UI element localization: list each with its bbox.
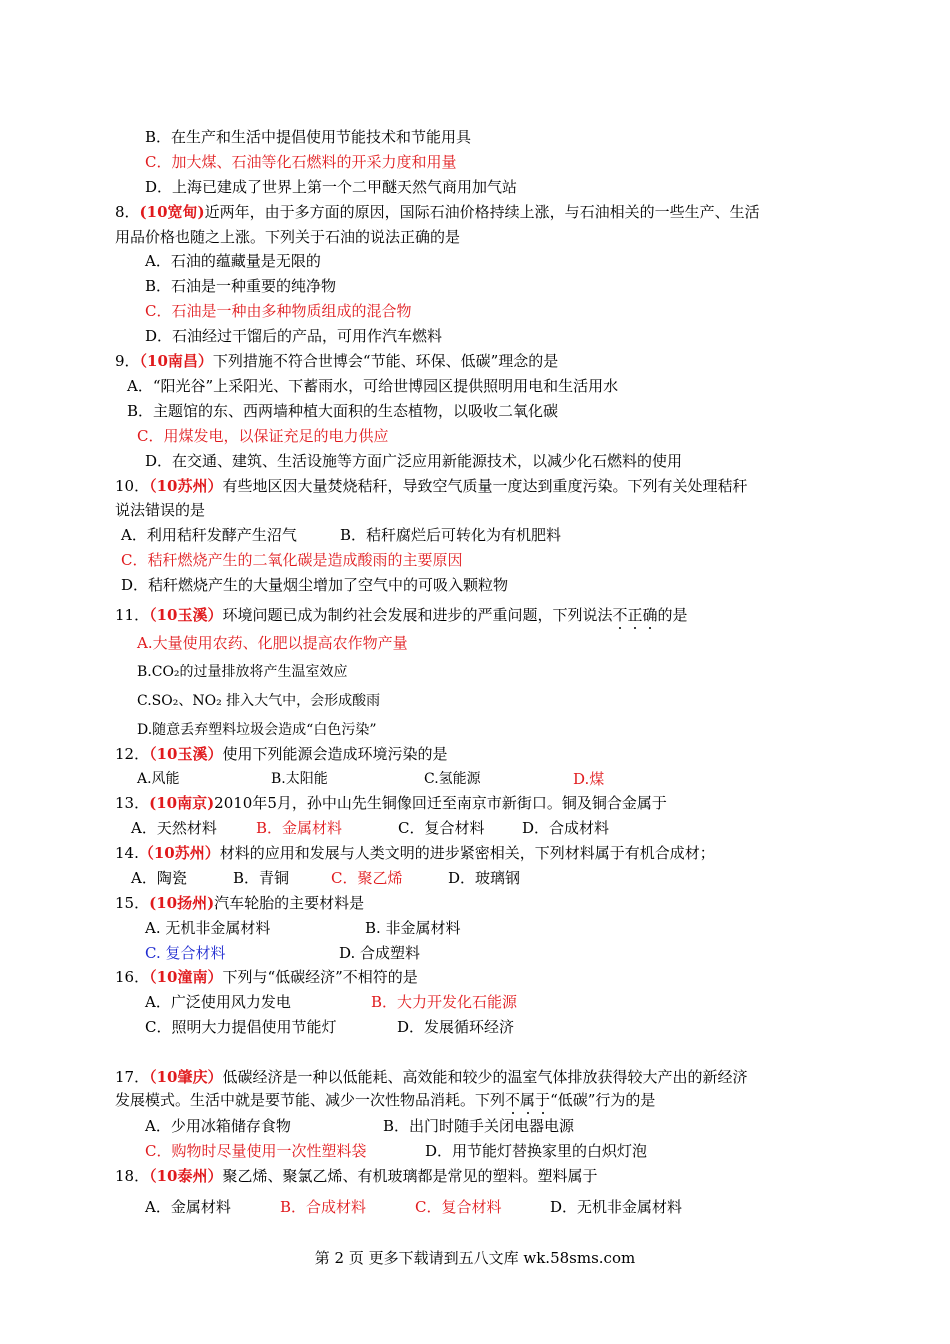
q16-option-b: B．大力开发化石能源 [371,993,518,1011]
q16-option-a: A．广泛使用风力发电 [145,993,291,1011]
q8-option-c: C．石油是一种由多种物质组成的混合物 [145,302,412,320]
q10-option-b: B．秸秆腐烂后可转化为有机肥料 [340,526,562,544]
q7-option-b: B．在生产和生活中提倡使用节能技术和节能用具 [145,128,472,146]
page-footer: 第 2 页 更多下载请到五八文库 wk.58sms.com [314,1249,636,1267]
q16-option-c: C．照明大力提倡使用节能灯 [145,1018,337,1036]
q10-text-line2: 说法错误的是 [115,501,206,519]
q17-option-a: A．少用冰箱储存食物 [145,1117,291,1135]
q11-source-tag: （10玉溪） [149,606,223,624]
q13-source-tag: (10南京) [149,794,215,812]
q15-option-d: D. 合成塑料 [339,944,421,962]
q11-emphasis-char: 正 [627,606,643,624]
q17-option-b: B．出门时随手关闭电器电源 [383,1117,575,1135]
q12-number: 12． [115,745,150,763]
q17-emphasis-char: 不 [505,1091,521,1109]
q17-text-line2-pre: 发展模式。生活中就是要节能、减少一次性物品消耗。下列 [115,1091,506,1109]
q15-source-tag: (10扬州) [149,894,215,912]
q12-stem [115,744,447,764]
q8-option-b: B．石油是一种重要的纯净物 [145,277,337,295]
q14-number: 14. [115,844,139,862]
q17-text-line2-post: “低碳”行为的是 [550,1091,656,1109]
q17-option-d: D．用节能灯替换家里的白炽灯泡 [425,1142,648,1160]
q15-option-b: B. 非金属材料 [365,919,461,937]
q14-stem [115,843,715,863]
q11-option-c: C.SO₂、NO₂ 排入大气中，会形成酸雨 [137,693,381,709]
q12-option-c: C.氢能源 [424,771,481,787]
q15-stem [115,893,364,913]
q16-stem [115,967,418,987]
q13-number: 13． [115,794,150,812]
q8-source-tag: (10宽甸) [139,203,205,221]
q9-option-d: D．在交通、建筑、生活设施等方面广泛应用新能源技术，以减少化石燃料的使用 [145,452,683,470]
q11-text-pre: 环境问题已成为制约社会发展和进步的严重问题，下列说法 [222,606,613,624]
q9-option-b: B．主题馆的东、西两墙种植大面积的生态植物，以吸收二氧化碳 [127,402,559,420]
q16-text: 下列与“低碳经济”不相符的是 [222,968,418,986]
q9-option-a: A．“阳光谷”上采阳光、下蓄雨水，可给世博园区提供照明用电和生活用水 [127,377,619,395]
q9-stem [115,351,558,371]
q18-option-b: B．合成材料 [280,1198,367,1216]
q8-option-d: D．石油经过干馏后的产品，可用作汽车燃料 [145,327,443,345]
q18-option-c: C．复合材料 [415,1198,502,1216]
q18-number: 18． [115,1167,150,1185]
q11-emphasis-char: 不 [612,606,628,624]
q11-emphasis-char: 确 [642,606,658,624]
q15-option-a: A. 无机非金属材料 [145,919,271,937]
q16-number: 16． [115,968,150,986]
q7-option-c: C．加大煤、石油等化石燃料的开采力度和用量 [145,153,457,171]
q10-number: 10． [115,477,150,495]
q9-option-c: C．用煤发电，以保证充足的电力供应 [137,427,389,445]
q12-option-a: A.风能 [137,771,180,787]
q14-option-a: A．陶瓷 [131,869,187,887]
q11-stem [115,605,688,625]
q9-number: 9． [115,352,140,370]
q10-option-d: D．秸秆燃烧产生的大量烟尘增加了空气中的可吸入颗粒物 [121,576,509,594]
q11-text-post: 的是 [657,606,688,624]
q13-stem [115,793,667,813]
q8-option-a: A．石油的蕴藏量是无限的 [145,252,321,270]
q18-option-a: A．金属材料 [145,1198,231,1216]
q17-stem [115,1067,747,1087]
q10-option-c: C．秸秆燃烧产生的二氧化碳是造成酸雨的主要原因 [121,551,463,569]
q11-option-b: B.CO₂的过量排放将产生温室效应 [137,664,348,680]
q16-source-tag: （10潼南） [149,968,223,986]
q9-text: 下列措施不符合世博会“节能、环保、低碳”理念的是 [212,352,559,370]
q15-option-c: C. 复合材料 [145,944,226,962]
q15-number: 15． [115,894,150,912]
q14-source-tag: （10苏州） [138,844,220,862]
q10-text-line1: 有些地区因大量焚烧秸秆，导致空气质量一度达到重度污染。下列有关处理秸秆 [222,477,748,495]
q17-text-line2 [115,1090,655,1110]
q13-option-a: A．天然材料 [131,819,217,837]
q11-number: 11． [115,606,150,624]
q18-stem [115,1166,597,1186]
q17-text-line1: 低碳经济是一种以低能耗、高效能和较少的温室气体排放获得较大产出的新经济 [222,1068,748,1086]
q12-option-d: D.煤 [573,770,605,788]
q17-emphasis-char: 属 [520,1091,536,1109]
q10-stem [115,476,747,496]
q8-number: 8． [115,203,140,221]
q17-source-tag: （10肇庆） [149,1068,223,1086]
q15-text: 汽车轮胎的主要材料是 [214,894,365,912]
q12-text: 使用下列能源会造成环境污染的是 [222,745,448,763]
q7-option-d: D．上海已建成了世界上第一个二甲醚天然气商用加气站 [145,178,518,196]
q13-option-d: D．合成材料 [522,819,610,837]
q18-option-d: D．无机非金属材料 [550,1198,683,1216]
q8-text-line2: 用品价格也随之上涨。下列关于石油的说法正确的是 [115,228,461,246]
q13-text: 2010年5月，孙中山先生铜像回迁至南京市新街口。铜及铜合金属于 [214,794,667,812]
q18-text: 聚乙烯、聚氯乙烯、有机玻璃都是常见的塑料。塑料属于 [222,1167,598,1185]
q18-source-tag: （10泰州） [149,1167,223,1185]
q14-option-d: D．玻璃钢 [448,869,521,887]
q9-source-tag: （10南昌） [139,352,213,370]
q14-option-b: B．青铜 [233,869,290,887]
q13-option-b: B．金属材料 [256,819,343,837]
q10-source-tag: （10苏州） [149,477,223,495]
q14-option-c: C．聚乙烯 [331,869,403,887]
q8-text-line1: 近两年，由于多方面的原因，国际石油价格持续上涨，与石油相关的一些生产、生活 [204,203,760,221]
q16-option-d: D．发展循环经济 [397,1018,515,1036]
q10-option-a: A．利用秸秆发酵产生沼气 [121,526,297,544]
q11-option-a: A.大量使用农药、化肥以提高农作物产量 [137,634,408,652]
q13-option-c: C．复合材料 [398,819,485,837]
q17-number: 17． [115,1068,150,1086]
q12-source-tag: （10玉溪） [149,745,223,763]
q11-option-d: D.随意丢弃塑料垃圾会造成“白色污染” [137,722,377,738]
q12-option-b: B.太阳能 [271,771,328,787]
q14-text: 材料的应用和发展与人类文明的进步紧密相关，下列材料属于有机合成材； [219,844,715,862]
q8-stem [115,202,760,222]
q17-option-c: C．购物时尽量使用一次性塑料袋 [145,1142,367,1160]
q17-emphasis-char: 于 [535,1091,551,1109]
